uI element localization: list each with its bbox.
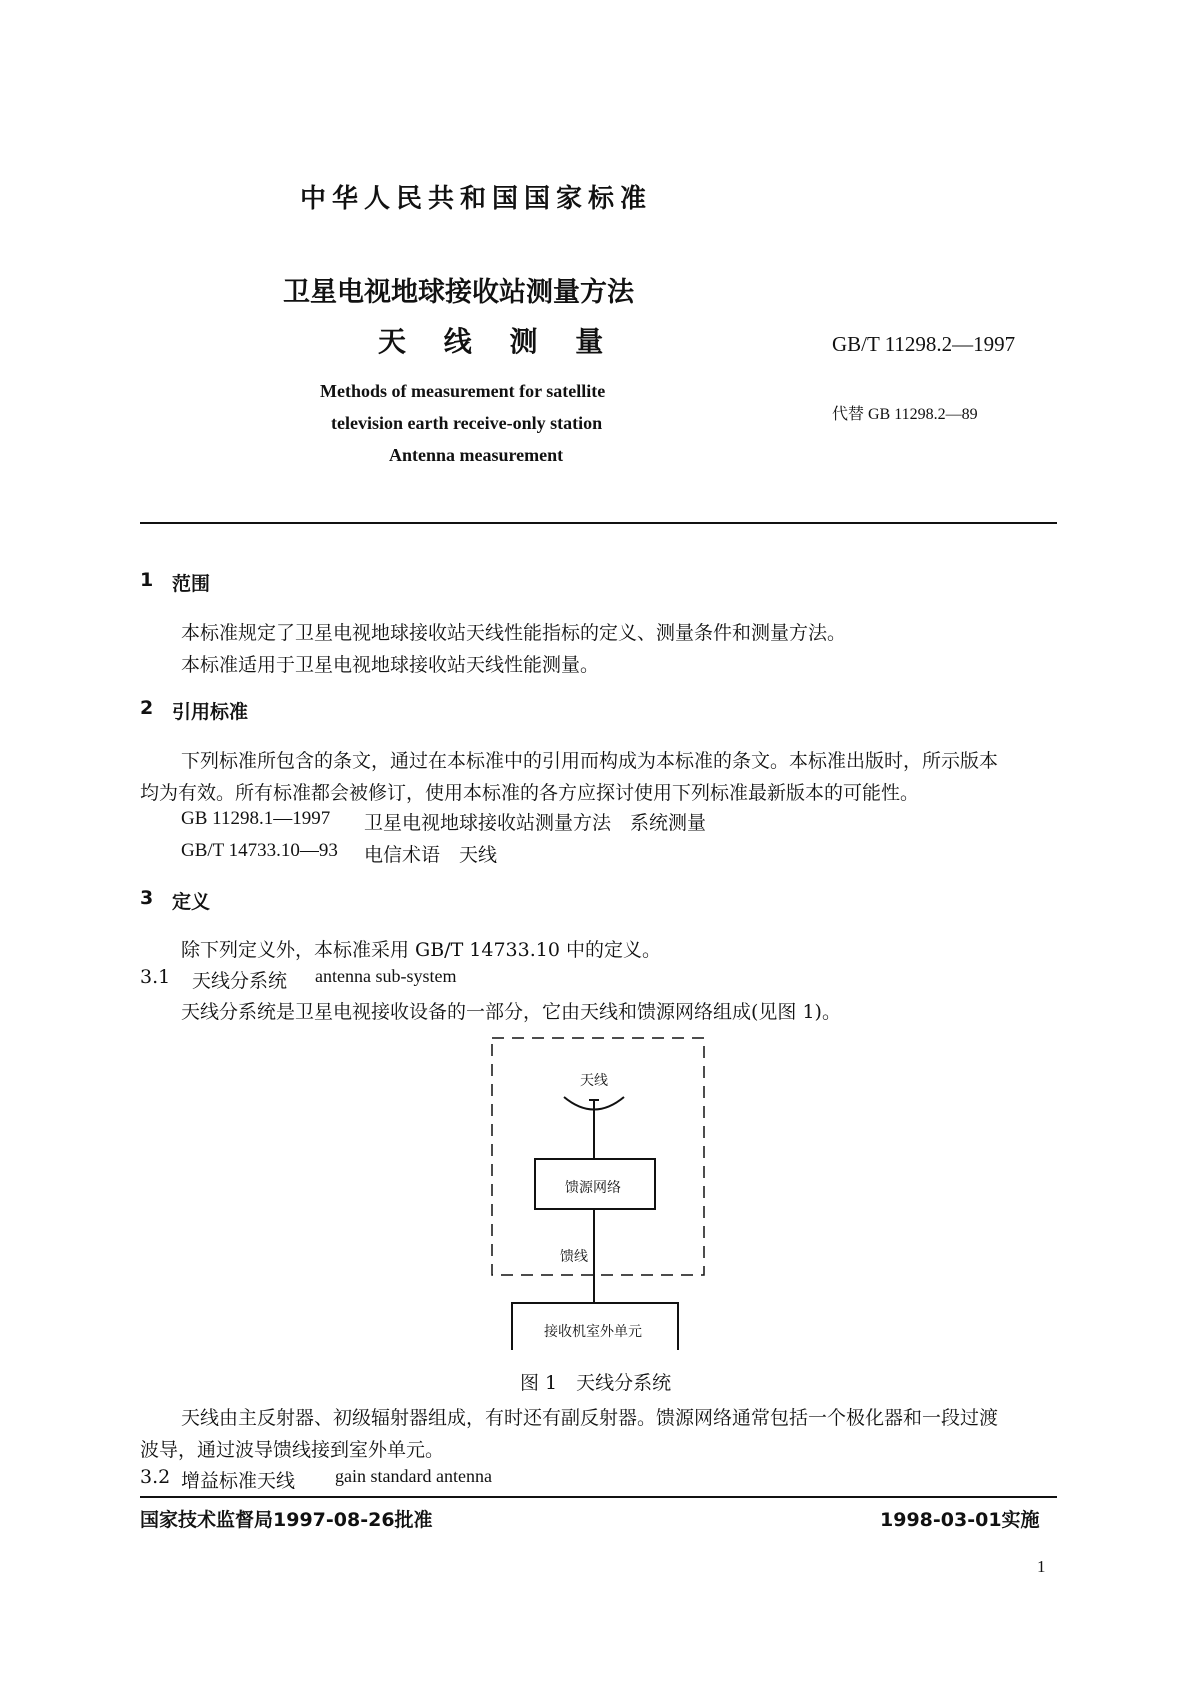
outdoor-unit-label: 接收机室外单元 [544,1324,642,1340]
section-3-number: 3 [140,887,154,909]
reference-2-title: 电信术语 天线 [364,844,498,866]
section-3-1-para-2-line2: 波导，通过波导馈线接到室外单元。 [140,1439,445,1461]
section-1-para-2: 本标准适用于卫星电视地球接收站天线性能测量。 [181,654,600,676]
section-1-number: 1 [140,569,154,591]
footer-rule [140,1496,1057,1498]
standard-code: GB/T 11298.2—1997 [832,332,1016,356]
section-3-2-english-term: gain standard antenna [335,1466,492,1486]
document-title: 卫星电视地球接收站测量方法 [283,277,634,308]
feeder-label: 馈线 [560,1249,588,1265]
section-3-1-english-term: antenna sub-system [315,966,457,986]
antenna-label: 天线 [580,1073,608,1089]
effective-date: 1998-03-01实施 [880,1509,1040,1531]
replaces-note: 代替 GB 11298.2—89 [832,406,978,423]
reference-1-title: 卫星电视地球接收站测量方法 系统测量 [364,812,707,834]
section-3-2-number: 3.2 [140,1466,171,1488]
english-title-line1: Methods of measurement for satellite [320,381,606,401]
figure-1-caption: 图 1 天线分系统 [520,1372,672,1394]
section-3-2-term: 增益标准天线 [181,1470,296,1492]
section-2-number: 2 [140,697,154,719]
section-3-1-para-2-line1: 天线由主反射器、初级辐射器组成，有时还有副反射器。馈源网络通常包括一个极化器和一段过渡 [181,1407,999,1429]
english-title-line3: Antenna measurement [389,445,564,465]
reference-1-code: GB 11298.1—1997 [181,808,331,829]
section-2-para-1: 下列标准所包含的条文，通过在本标准中的引用而构成为本标准的条文。本标准出版时，所示版本 [181,750,999,772]
reference-2-code: GB/T 14733.10—93 [181,840,338,861]
section-2-title: 引用标准 [172,701,249,723]
section-3-1-definition: 天线分系统是卫星电视接收设备的一部分，它由天线和馈源网络组成(见图 1)。 [181,1001,841,1023]
national-standard-label: 中华人民共和国国家标准 [300,184,653,214]
section-3-title: 定义 [172,891,211,913]
section-3-1-number: 3.1 [140,966,171,988]
section-3-intro: 除下列定义外，本标准采用 GB/T 14733.10 中的定义。 [181,939,661,961]
page-number: 1 [1037,1557,1046,1576]
section-1-para-1: 本标准规定了卫星电视地球接收站天线性能指标的定义、测量条件和测量方法。 [181,622,847,644]
feed-network-label: 馈源网络 [565,1180,621,1196]
section-1-title: 范围 [172,573,211,595]
document-subtitle: 天 线 测 量 [378,325,618,358]
section-2-para-2: 均为有效。所有标准都会被修订，使用本标准的各方应探讨使用下列标准最新版本的可能性。 [140,782,920,804]
section-3-1-term: 天线分系统 [192,970,288,992]
header-rule [140,522,1057,524]
english-title-line2: television earth receive-only station [331,413,603,433]
approval-note: 国家技术监督局1997-08-26批准 [140,1509,433,1531]
